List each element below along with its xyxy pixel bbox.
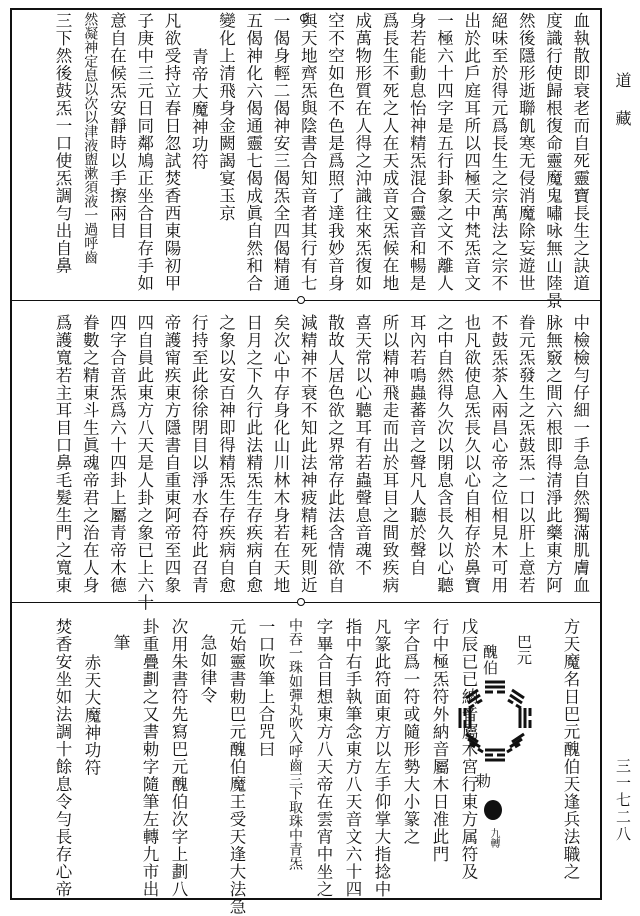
text-column: 急如律令 [198, 634, 217, 704]
text-column: 凡篆此符面東方以左手仰掌大指捻中 [372, 618, 391, 898]
text-column: 凡欲受持立春日忽試焚香西東陽初甲 [162, 12, 181, 292]
text-column: 日月之下久行此法精炁生存疾病自愈 [243, 314, 263, 594]
command-glyph: 勅 [476, 772, 492, 790]
text-column: 中吞一珠如彈丸吹入呼齒三下取珠中青炁 [287, 618, 303, 870]
register-divider-1 [10, 300, 602, 301]
text-column: 一偈身輕二偈神安三偈炁全四偈精通 [271, 12, 290, 292]
text-column: 戊辰已已納音屬木宮行東方属符及 [459, 618, 478, 881]
text-column: 減精神不衰不知此法神疲精耗死則近 [298, 314, 318, 594]
text-column: 一極六十四字是五行卦象之文不離人 [434, 12, 454, 292]
text-column: 之中自然得久次以閉息含長久以心聽 [434, 314, 454, 594]
book-label: 道藏 [613, 72, 632, 148]
page-number: 三一七二八 [614, 758, 632, 843]
trigram-octagon [452, 670, 538, 770]
text-column: 空不空如色不色是爲照了達我妙音身 [325, 12, 345, 292]
register-divider-2 [10, 602, 602, 603]
text-column: 爲長生不死之人在天成音文炁候在地 [380, 12, 399, 292]
text-column: 行中極炁符外納音屬木日准此門 [430, 618, 449, 863]
text-column: 喜天常以心聽耳有若蟲聲息音魂不 [352, 314, 372, 577]
text-column: 意自在候炁安靜時以手擦兩目 [107, 12, 127, 240]
text-column: 眷數之精東斗生眞魂帝君之治在人身 [80, 314, 100, 594]
text-column: 耳內若鳴蟲蕃音之聲凡人聽於聲自 [407, 314, 427, 577]
text-column: 也凡欲使息炁長久以心自相存於鼻寶 [461, 314, 481, 594]
text-column: 中檢檢勻仔細一手急自然獨滿肌膚血 [570, 314, 590, 594]
text-column: 三下然後鼓炁一口使炁調勻出自鼻 [53, 12, 72, 275]
text-column: 行持至此徐徐閉目以淨水吞符此召青 [189, 314, 209, 594]
register-3 [52, 618, 478, 916]
text-column: 然凝神定息以次以津液盥漱須液一過呼齒 [82, 12, 99, 264]
text-column: 血執散即衰老而自死靈寶長生之訣道 [570, 12, 590, 292]
text-column: 變化上清飛身金闕謁宴玉京 [216, 12, 236, 222]
text-column: 出於此戶庭耳所以四極天中梵炁音文 [461, 12, 481, 292]
text-column: 方天魔名日巴元醜伯天逢兵法職之 [561, 618, 580, 881]
text-column: 元始靈書勅巴元醜伯魔王受天逢大法急 [227, 618, 246, 916]
text-column: 字畢合目想東方八天帝在雲宵中坐之 [314, 618, 333, 898]
ink-dot [484, 800, 502, 820]
text-column: 卦重疊劃之又書勅字隨筆左轉九市出 [140, 618, 159, 898]
text-column: 與天地齊炁與陰書合知音者其行有七 [298, 12, 318, 292]
text-column: 次用朱書符先寫巴元醜伯次字上劃八 [169, 618, 188, 898]
text-column: 五偈神化六偈通靈七偈成眞自然和合 [243, 12, 263, 292]
text-column: 子庚中三元日同鄰鳩正坐合目存手如 [134, 12, 154, 292]
text-column: 然後隱形逝聯飢寒无侵消魔除妄遊世 [516, 12, 536, 292]
text-column: 之象以安百神即得精炁生存疾病自愈 [216, 314, 236, 594]
text-column: 脉無竅之間六根即得清淨此藥東方阿 [543, 314, 563, 594]
text-column: 四字合音炁爲六十四卦上屬青帝木德 [107, 314, 127, 594]
text-column: 一口吹筆上合咒曰 [256, 618, 275, 758]
text-column: 爲護寬若主耳目口鼻毛髮生門之寬東 [53, 314, 72, 594]
text-column: 不鼓炁茶入兩昌心帝之位相見木可用 [489, 314, 508, 594]
section-heading: 赤天大魔神功符 [82, 654, 101, 777]
text-column: 散故人居色欲之界常存此法含情欲自 [325, 314, 345, 594]
small-note: 九轉 [488, 828, 499, 848]
text-column: 絕味至於得元爲長生之宗萬法之宗不 [489, 12, 508, 292]
text-column: 矣次心中存身化山川林木身若在天地 [271, 314, 290, 594]
text-column: 四自員此東方八天是人卦之象已上六十 [134, 314, 154, 612]
talisman-name-1: 巴元 [515, 634, 533, 666]
register-1 [52, 12, 590, 310]
section-heading: 青帝大魔神功符 [189, 48, 209, 171]
text-column: 帝護甯疾東方隱書自重東阿帝至四象 [162, 314, 181, 594]
text-column: 成萬物形質在人得之沖識往來炁復如 [352, 12, 372, 292]
register-2 [52, 314, 590, 612]
text-column: 筆 [111, 634, 130, 652]
text-column: 眷元炁發生之炁鼓炁一口以肝上意若 [516, 314, 536, 594]
text-column: 字合爲一符或隨形勢大小篆之 [401, 618, 420, 846]
text-column: 焚香安坐如法調十餘息令勻長存心帝 [53, 618, 72, 898]
text-column: 身若能動息怡神精炁混合靈音和暢是 [407, 12, 427, 292]
talisman-name-2: 醜伯 [481, 644, 499, 676]
text-column: 度識行使歸根復命靈魔鬼嘯咏無山陸景 [543, 12, 563, 310]
text-column: 指中右手執筆念東方八天音文六十四 [343, 618, 362, 898]
text-column: 所以精神飛走而出於耳目之間致疾病 [380, 314, 399, 594]
